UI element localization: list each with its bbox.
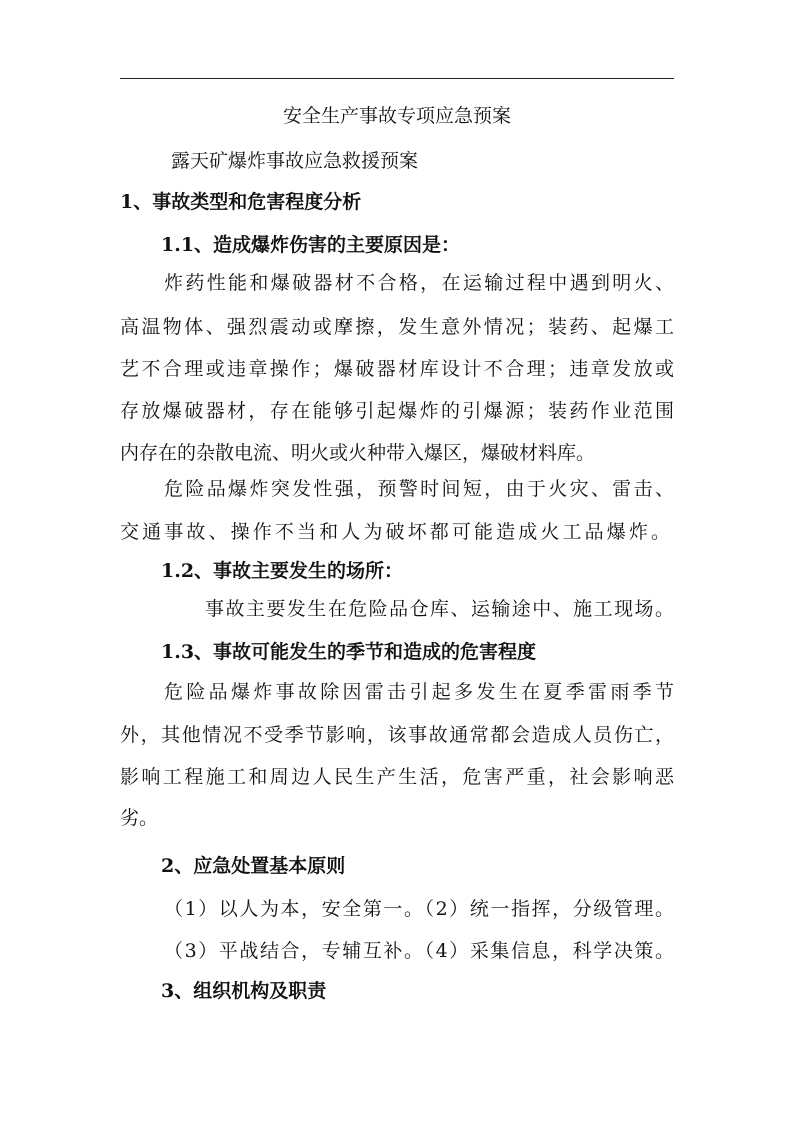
paragraph-line: （1）以人为本，安全第一。（2）统一指挥，分级管理。 [164,898,674,920]
section-1-heading: 1、事故类型和危害程度分析 [120,191,362,213]
paragraph-line: 炸药性能和爆破器材不合格，在运输过程中遇到明火、 [164,272,674,294]
document-title: 安全生产事故专项应急预案 [282,105,511,127]
paragraph-line: 事故主要发生在危险品仓库、运输途中、施工现场。 [205,598,674,620]
subsection-1-2-heading: 1.2、事故主要发生的场所： [161,560,404,582]
paragraph-line: 劣。 [120,807,159,829]
subsection-1-1-heading: 1.1、造成爆炸伤害的主要原因是： [161,234,461,256]
section-3-heading: 3、组织机构及职责 [161,980,327,1002]
paragraph-line: 交通事故、操作不当和人为破坏都可能造成火工品爆炸。 [120,521,670,543]
paragraph-line: 危险品爆炸事故除因雷击引起多发生在夏季雷雨季节 [164,681,674,703]
section-2-heading: 2、应急处置基本原则 [161,855,346,877]
header-rule [120,78,674,79]
paragraph-line: 影响工程施工和周边人民生产生活，危害严重，社会影响恶 [120,766,674,788]
subsection-1-3-heading: 1.3、事故可能发生的季节和造成的危害程度 [161,641,537,663]
paragraph-line: （3）平战结合，专辅互补。（4）采集信息，科学决策。 [164,940,674,962]
paragraph-line: 危险品爆炸突发性强，预警时间短，由于火灾、雷击、 [164,478,674,500]
paragraph-line: 外，其他情况不受季节影响，该事故通常都会造成人员伤亡， [120,724,674,746]
paragraph-line: 内存在的杂散电流、明火或火种带入爆区，爆破材料库。 [120,442,596,464]
paragraph-line: 艺不合理或违章操作；爆破器材库设计不合理；违章发放或 [120,358,674,380]
paragraph-line: 高温物体、强烈震动或摩擦，发生意外情况；装药、起爆工 [120,316,674,338]
paragraph-line: 存放爆破器材，存在能够引起爆炸的引爆源；装药作业范围 [120,400,674,422]
document-subtitle: 露天矿爆炸事故应急救援预案 [171,150,419,172]
